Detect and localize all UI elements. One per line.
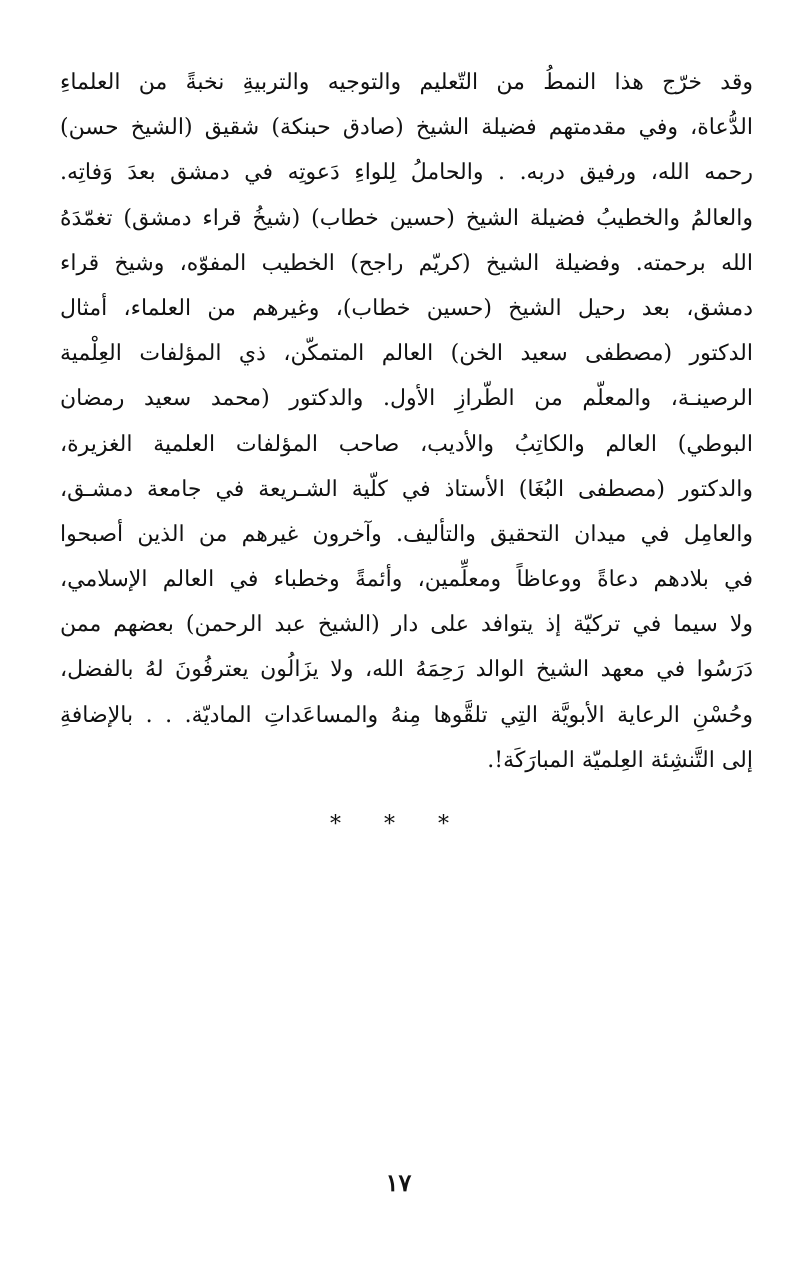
page-number: ١٧	[385, 1168, 412, 1197]
text-line: دمشق، بعد رحيل الشيخ (حسين خطاب)، وغيرهم من العلماء، أمثال	[60, 295, 753, 321]
text-line: الله برحمته. وفضيلة الشيخ (كريّم راجح) الخطيب المفوّه، وشيخ قراء	[60, 250, 753, 276]
text-line: وحُسْنِ الرعاية الأبويَّة التِي تلقَّوها مِنهُ والمساعَداتِ الماديّة. . . بالإضافةِ	[60, 702, 753, 728]
text-line: في بلادهم دعاةً ووعاظاً ومعلِّمين، وأئمةً وخطباء في العالم الإسلامي،	[60, 567, 753, 593]
text-line: دَرَسُوا في معهد الشيخ الوالد رَحِمَهُ الله، ولا يزَالُون يعترفُونَ لهُ بالفضل،	[60, 657, 753, 683]
text-line: الدُّعاة، وفي مقدمتهم فضيلة الشيخ (صادق حبنكة) شقيق (الشيخ حسن)	[60, 115, 753, 141]
section-separator: * * *	[330, 812, 467, 837]
text-line: رحمه الله، ورفيق دربه. . والحاملُ لِلواءِ دَعوتِه في دمشق بعدَ وَفاتِه.	[60, 160, 753, 186]
text-line: الدكتور (مصطفى سعيد الخن) العالم المتمكّن، ذي المؤلفات العِلْمية	[60, 341, 753, 367]
text-line: والعالمُ والخطيبُ فضيلة الشيخ (حسين خطاب) (شيخُ قراء دمشق) تغمّدَهُ	[60, 205, 753, 231]
text-line: والدكتور (مصطفى البُغَا) الأستاذ في كلّية الشـريعة في جامعة دمشـق،	[60, 476, 753, 502]
text-line: وقد خرّج هذا النمطُ من التّعليم والتوجيه والتربيةِ نخبةً من العلماءِ	[60, 70, 753, 95]
text-line: والعامِل في ميدان التحقيق والتأليف. وآخرون غيرهم من الذين أصبحوا	[60, 521, 753, 547]
text-line: ولا سيما في تركيّة إذ يتوافد على دار (الشيخ عبد الرحمن) بعضهم ممن	[60, 612, 753, 638]
text-line: البوطي) العالم والكاتِبُ والأديب، صاحب المؤلفات العلمية الغزيرة،	[60, 431, 753, 457]
text-line: الرصينـة، والمعلّم من الطّرازِ الأول. والدكتور (محمد سعيد رمضان	[60, 386, 753, 412]
body-paragraph	[60, 60, 753, 783]
text-line: إلى التَّنشِئة العِلميّة المبارَكَة!.	[487, 747, 753, 773]
